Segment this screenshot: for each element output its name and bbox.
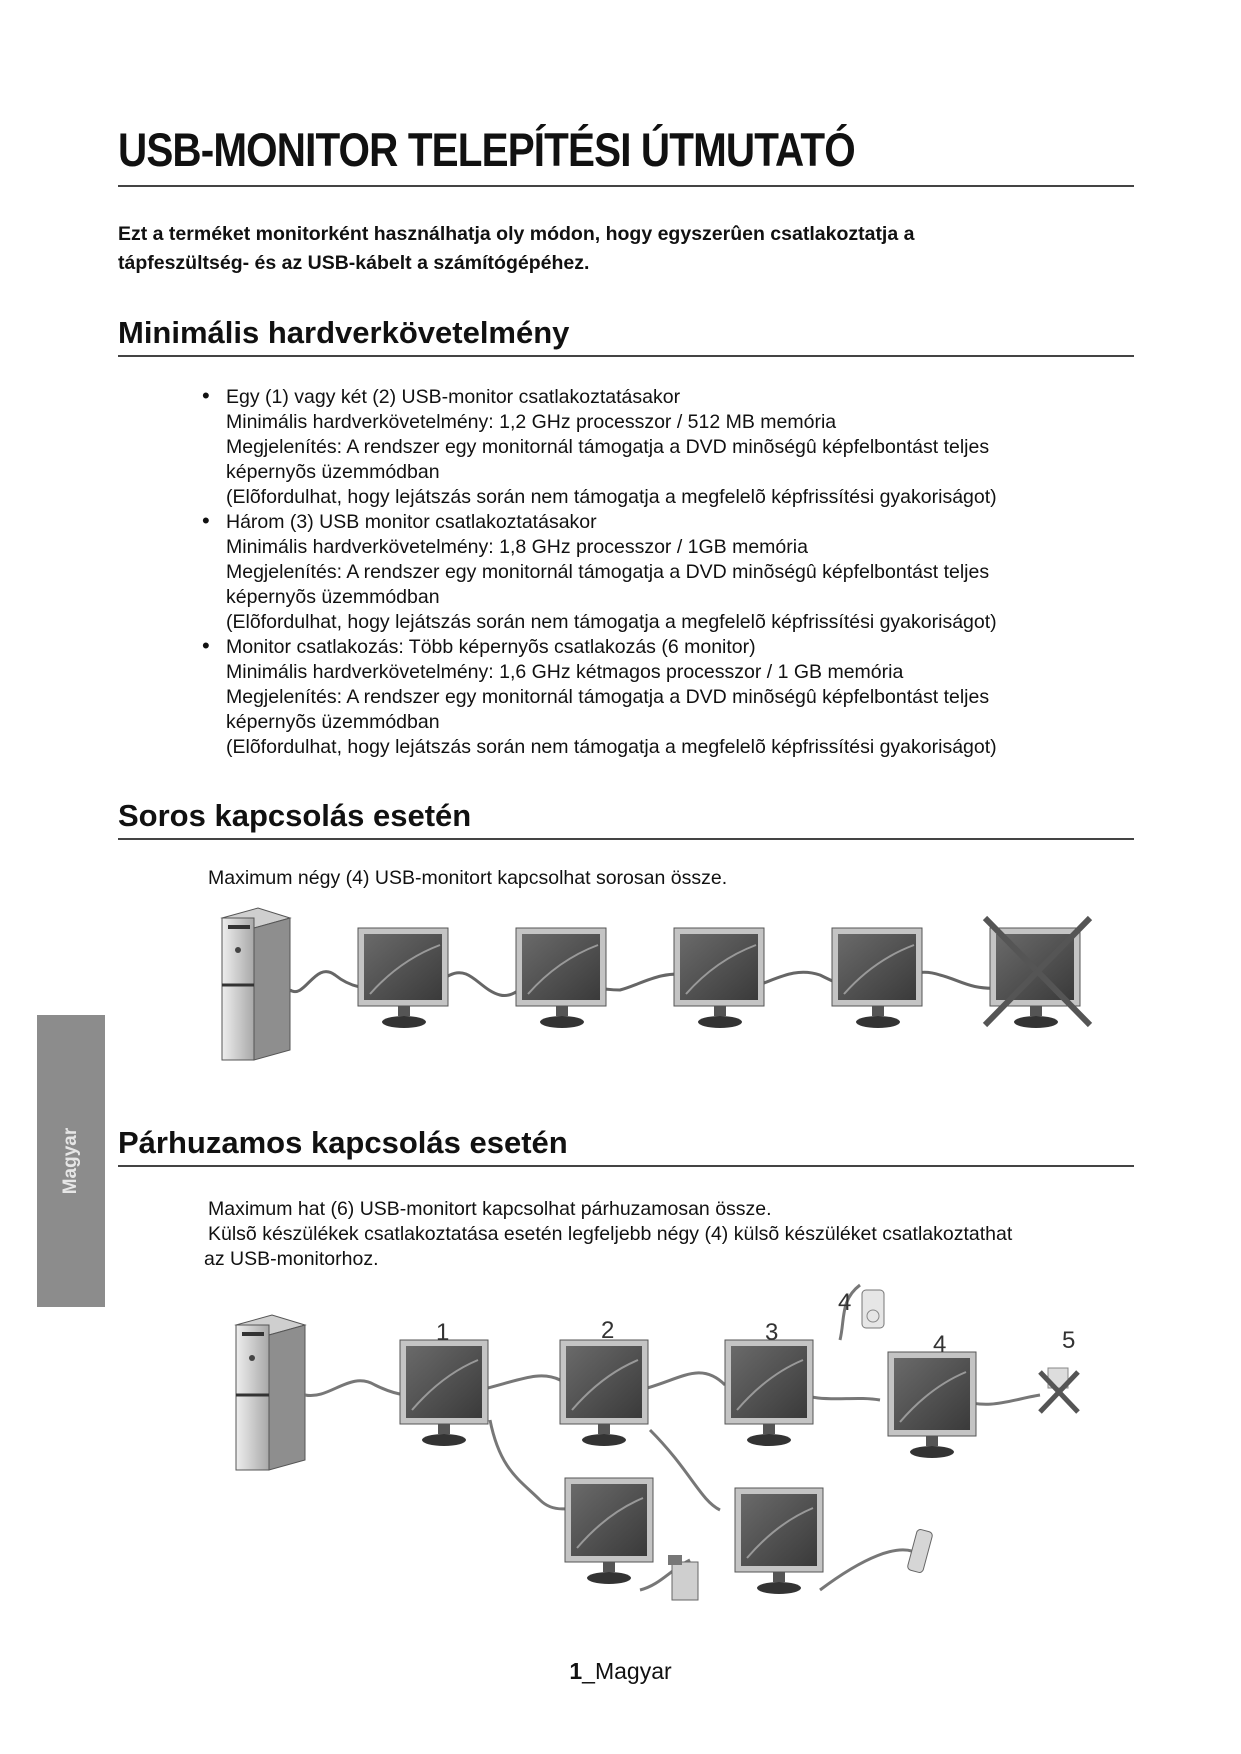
bullet-icon: • — [202, 633, 210, 658]
parallel-monitor-2 — [560, 1340, 648, 1446]
item-title: Egy (1) vagy két (2) USB-monitor csatlakoztatásakor — [226, 386, 681, 408]
item-display: Megjelenítés: A rendszer egy monitornál támogatja a DVD minõségû képfelbontást teljes — [226, 686, 990, 708]
item-requirement: Minimális hardverkövetelmény: 1,6 GHz kétmagos processzor / 1 GB memória — [226, 661, 904, 683]
side-tab-label: Magyar — [60, 1127, 81, 1195]
disallowed-device-icon — [1040, 1368, 1078, 1412]
bullet-icon: • — [202, 383, 210, 408]
footer-language: _Magyar — [582, 1658, 672, 1684]
computer-tower-icon — [236, 1315, 305, 1470]
label-3: 3 — [765, 1319, 779, 1346]
page-footer — [0, 1658, 1241, 1685]
page-number: 1 — [569, 1658, 583, 1684]
mp3-player-icon — [862, 1290, 884, 1328]
item-requirement: Minimális hardverkövetelmény: 1,2 GHz processzor / 512 MB memória — [226, 411, 837, 433]
item-requirement: Minimális hardverkövetelmény: 1,8 GHz processzor / 1GB memória — [226, 536, 808, 558]
intro-line-1: Ezt a terméket monitorként használhatja oly módon, hogy egyszerûen csatlakoztatja a — [118, 223, 915, 245]
item-display-cont: képernyõs üzemmódban — [226, 711, 440, 733]
hardware-heading: Minimális hardverkövetelmény — [118, 315, 570, 350]
label-4: 4 — [933, 1331, 947, 1358]
camcorder-icon — [668, 1555, 698, 1600]
parallel-text-line-2: Külsõ készülékek csatlakoztatása esetén legfeljebb négy (4) külsõ készüléket csatlakoztathat — [208, 1223, 1013, 1245]
parallel-text-line-3: az USB-monitorhoz. — [204, 1248, 379, 1270]
item-display: Megjelenítés: A rendszer egy monitornál támogatja a DVD minõségû képfelbontást teljes — [226, 436, 990, 458]
item-note: (Elõfordulhat, hogy lejátszás során nem támogatja a megfelelõ képfrissítési gyakoriságot) — [226, 736, 997, 758]
item-title: Három (3) USB monitor csatlakoztatásakor — [226, 511, 597, 533]
label-5: 5 — [1062, 1327, 1076, 1354]
item-note: (Elõfordulhat, hogy lejátszás során nem támogatja a megfelelõ képfrissítési gyakoriságot) — [226, 486, 997, 508]
parallel-monitor-4 — [888, 1352, 976, 1458]
parallel-monitor-3 — [725, 1340, 813, 1446]
parallel-text-line-1: Maximum hat (6) USB-monitort kapcsolhat párhuzamosan össze. — [208, 1198, 772, 1220]
item-note: (Elõfordulhat, hogy lejátszás során nem támogatja a megfelelõ képfrissítési gyakoriságot) — [226, 611, 997, 633]
item-display: Megjelenítés: A rendszer egy monitornál támogatja a DVD minõségû képfelbontást teljes — [226, 561, 990, 583]
item-display-cont: képernyõs üzemmódban — [226, 586, 440, 608]
serial-text: Maximum négy (4) USB-monitort kapcsolhat sorosan össze. — [208, 867, 728, 889]
serial-heading: Soros kapcsolás esetén — [118, 798, 472, 833]
label-4-peripheral: 4 — [838, 1289, 852, 1316]
parallel-heading: Párhuzamos kapcsolás esetén — [118, 1125, 568, 1160]
intro-line-2: tápfeszültség- és az USB-kábelt a számítógépéhez. — [118, 252, 590, 274]
label-2: 2 — [601, 1317, 615, 1344]
parallel-monitor-5 — [565, 1478, 653, 1584]
parallel-monitor-6 — [735, 1488, 823, 1594]
page-title: USB-MONITOR TELEPÍTÉSI ÚTMUTATÓ — [118, 123, 855, 176]
label-1: 1 — [436, 1319, 450, 1346]
item-display-cont: képernyõs üzemmódban — [226, 461, 440, 483]
parallel-monitor-1 — [400, 1340, 488, 1446]
item-title: Monitor csatlakozás: Több képernyõs csatlakozás (6 monitor) — [226, 636, 756, 658]
bullet-icon: • — [202, 508, 210, 533]
